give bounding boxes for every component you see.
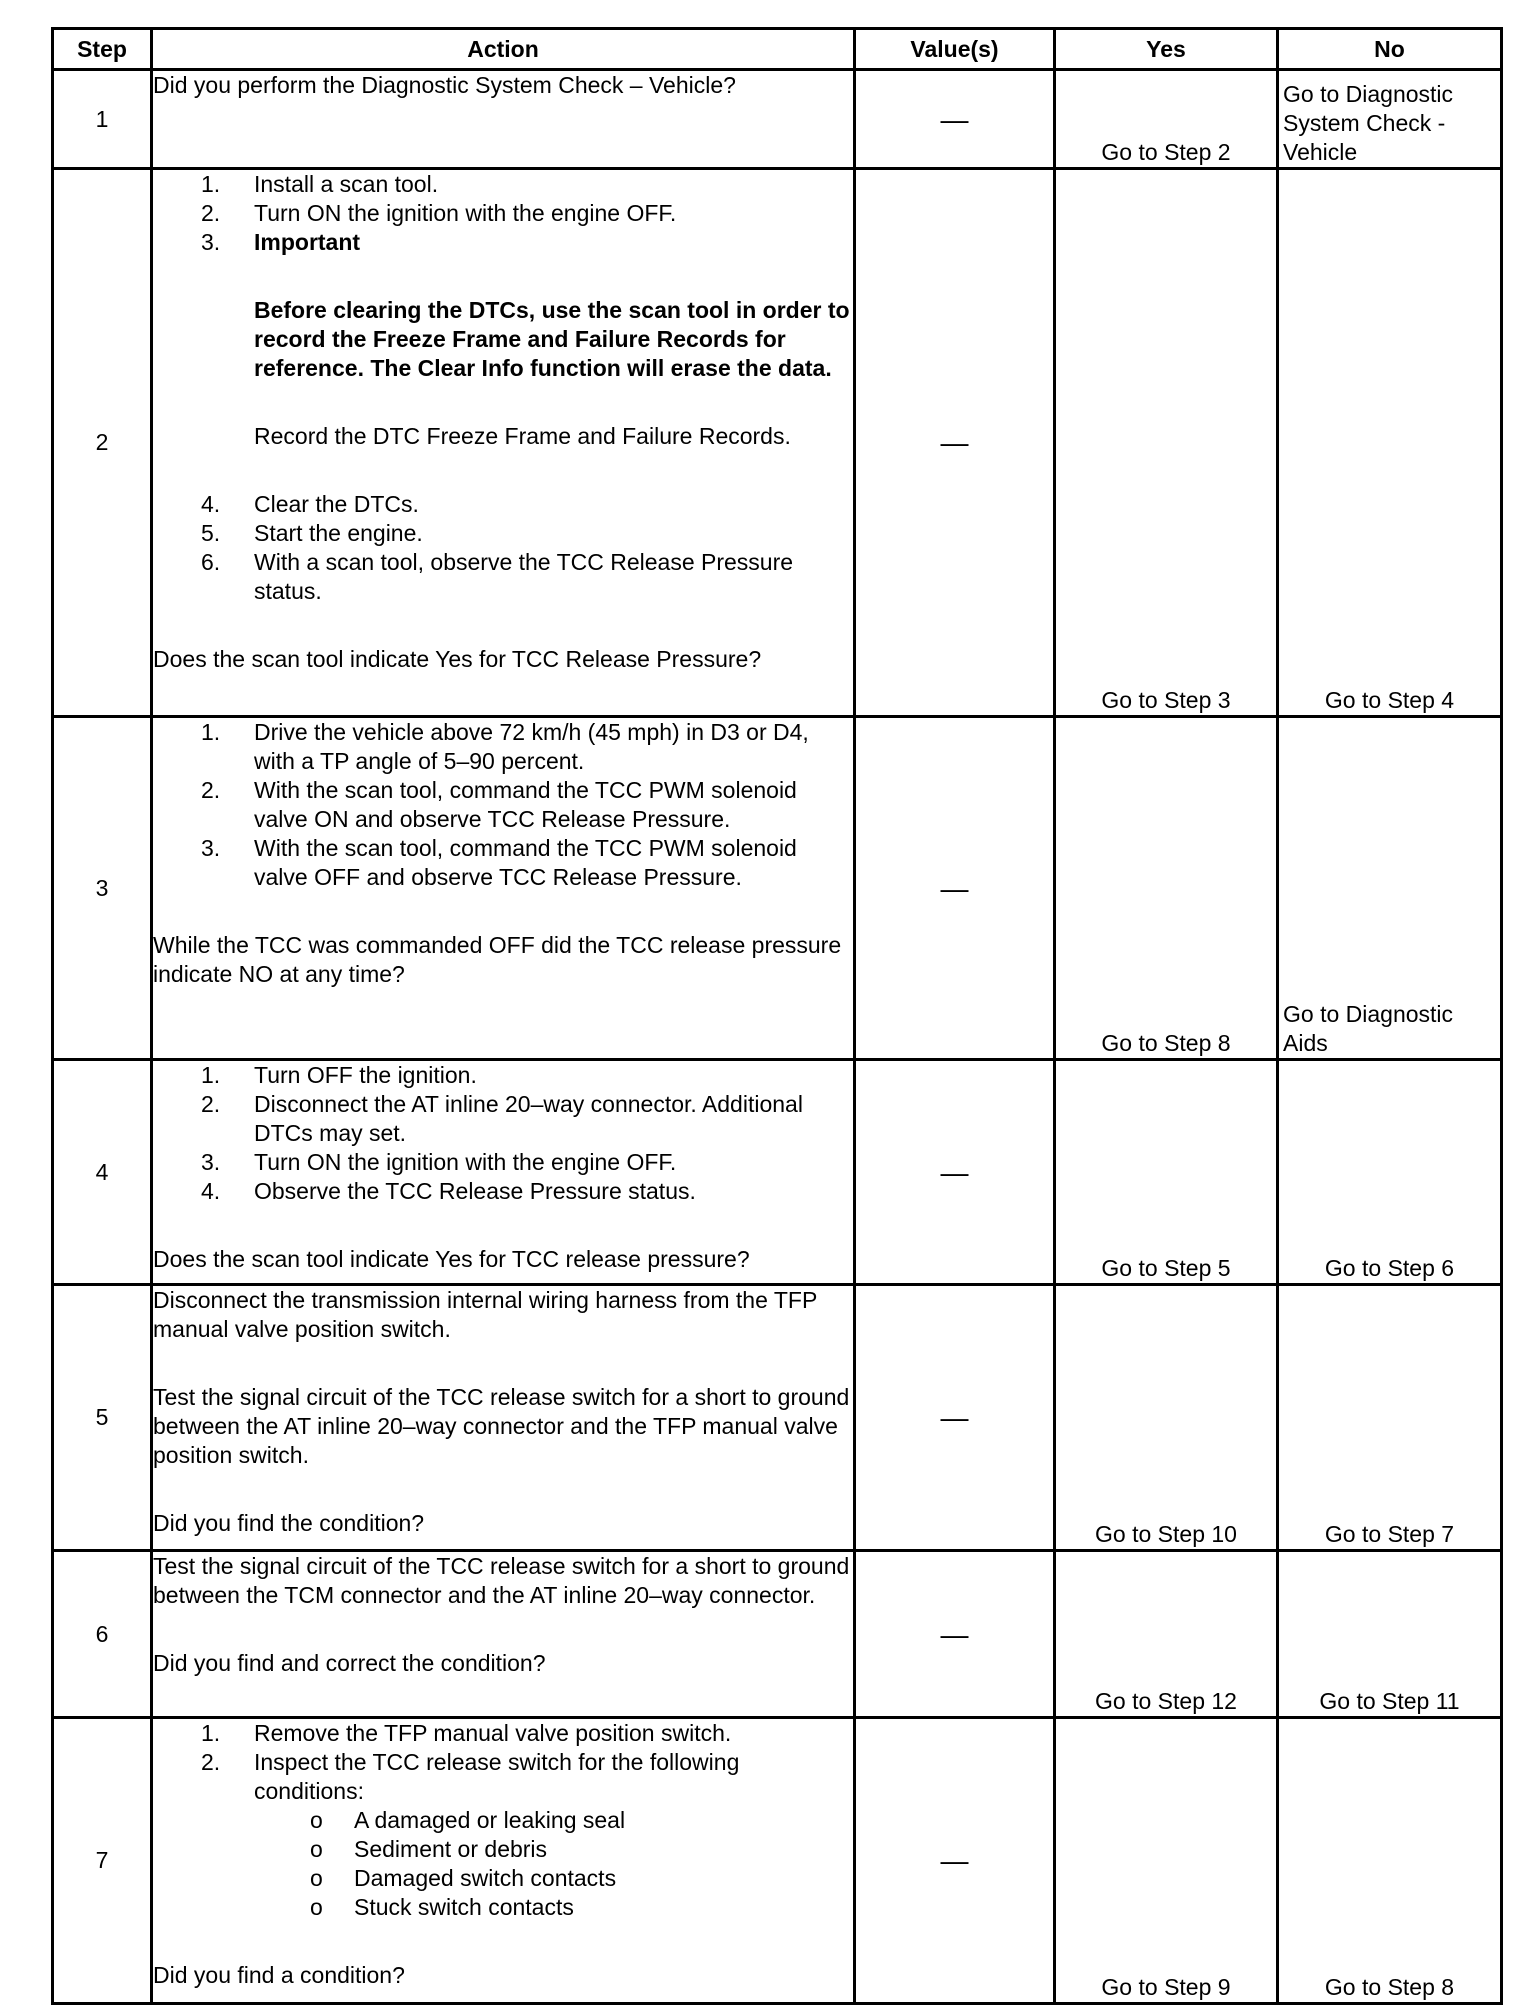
no-cell: Go to Diagnostic System Check - Vehicle — [1278, 70, 1502, 169]
list-item — [153, 1893, 853, 1922]
list-item — [153, 548, 853, 606]
no-cell: Go to Step 6 — [1278, 1060, 1502, 1285]
list-item — [153, 199, 853, 228]
value-cell: — — [855, 1718, 1055, 2004]
item-number: 3. — [201, 1149, 221, 1175]
item-number: 1. — [201, 1062, 221, 1088]
item-text: Turn OFF the ignition. — [254, 1062, 477, 1088]
yes-cell: Go to Step 8 — [1055, 717, 1278, 1060]
item-number: 2. — [201, 777, 221, 803]
step-list — [153, 718, 853, 892]
item-number: 4. — [201, 1178, 221, 1204]
record-text: Record the DTC Freeze Frame and Failure Records. — [254, 423, 791, 449]
table-row — [53, 70, 1502, 169]
question: Did you perform the Diagnostic System Check – Vehicle? — [153, 72, 736, 98]
action-cell — [152, 1060, 855, 1285]
item-text: Start the engine. — [254, 520, 423, 546]
value-cell: — — [855, 169, 1055, 717]
list-item — [153, 1090, 853, 1148]
bullet-icon: o — [310, 1836, 323, 1862]
item-number: 2. — [201, 1749, 221, 1775]
list-item — [153, 776, 853, 834]
item-number: 3. — [201, 229, 221, 255]
step-number: 5 — [53, 1285, 152, 1551]
question: Did you find a condition? — [153, 1962, 405, 1988]
item-number: 2. — [201, 1091, 221, 1117]
header-action: Action — [152, 29, 855, 70]
item-text: Clear the DTCs. — [254, 491, 419, 517]
step-number: 2 — [53, 169, 152, 717]
important-note: Before clearing the DTCs, use the scan tool in order to record the Freeze Frame and Failure Records for reference. The Clear Info function will erase the data. — [254, 297, 850, 381]
condition-list — [153, 1806, 853, 1922]
condition-text: A damaged or leaking seal — [354, 1807, 626, 1833]
item-text: Turn ON the ignition with the engine OFF. — [254, 1149, 677, 1175]
instruction-text: Test the signal circuit of the TCC release switch for a short to ground between the TCM connector and the AT inline 20–way connector. — [153, 1553, 850, 1608]
no-cell: Go to Step 8 — [1278, 1718, 1502, 2004]
list-item — [153, 490, 853, 519]
table-row — [53, 1551, 1502, 1718]
item-text: Install a scan tool. — [254, 171, 439, 197]
bullet-icon: o — [310, 1894, 323, 1920]
item-number: 3. — [201, 835, 221, 861]
yes-cell: Go to Step 10 — [1055, 1285, 1278, 1551]
question: Does the scan tool indicate Yes for TCC Release Pressure? — [153, 646, 762, 672]
item-number: 6. — [201, 549, 221, 575]
bullet-icon: o — [310, 1807, 323, 1833]
action-cell — [152, 169, 855, 717]
list-item — [153, 1864, 853, 1893]
step-list — [153, 1061, 853, 1206]
table-row — [53, 1285, 1502, 1551]
list-item — [153, 1177, 853, 1206]
step-list — [153, 1719, 853, 1806]
step-number: 4 — [53, 1060, 152, 1285]
item-text: Disconnect the AT inline 20–way connector. Additional DTCs may set. — [254, 1091, 803, 1146]
list-item — [153, 718, 853, 776]
item-number: 1. — [201, 719, 221, 745]
no-cell: Go to Step 11 — [1278, 1551, 1502, 1718]
header-step: Step — [53, 29, 152, 70]
list-item — [153, 1806, 853, 1835]
action-cell — [152, 1285, 855, 1551]
item-number: 5. — [201, 520, 221, 546]
item-text: Turn ON the ignition with the engine OFF. — [254, 200, 677, 226]
item-text: Drive the vehicle above 72 km/h (45 mph) in D3 or D4, with a TP angle of 5–90 percent. — [254, 719, 809, 774]
table-row — [53, 1060, 1502, 1285]
table-row — [53, 169, 1502, 717]
important-label: Important — [254, 229, 361, 255]
item-text: With the scan tool, command the TCC PWM solenoid valve ON and observe TCC Release Pressure. — [254, 777, 797, 832]
no-cell: Go to Step 4 — [1278, 169, 1502, 717]
no-cell: Go to Step 7 — [1278, 1285, 1502, 1551]
instruction-text: Test the signal circuit of the TCC release switch for a short to ground between the AT inline 20–way connector and the TFP manual valve position switch. — [153, 1384, 850, 1468]
question: Did you find and correct the condition? — [153, 1650, 546, 1676]
item-text: With a scan tool, observe the TCC Release Pressure status. — [254, 549, 794, 604]
list-item — [153, 1719, 853, 1748]
question: While the TCC was commanded OFF did the TCC release pressure indicate NO at any time? — [153, 932, 842, 987]
item-number: 4. — [201, 491, 221, 517]
step-list — [153, 170, 853, 257]
yes-cell: Go to Step 2 — [1055, 70, 1278, 169]
list-item — [153, 519, 853, 548]
action-cell — [152, 1718, 855, 2004]
list-item — [153, 1148, 853, 1177]
step-list — [153, 490, 853, 606]
header-values: Value(s) — [855, 29, 1055, 70]
action-cell — [152, 70, 855, 169]
table-row — [53, 717, 1502, 1060]
item-number: 1. — [201, 171, 221, 197]
header-row — [53, 29, 1502, 70]
question: Did you find the condition? — [153, 1510, 425, 1536]
condition-text: Damaged switch contacts — [354, 1865, 617, 1891]
instruction-text: Disconnect the transmission internal wiring harness from the TFP manual valve position switch. — [153, 1287, 817, 1342]
yes-cell: Go to Step 9 — [1055, 1718, 1278, 2004]
yes-cell: Go to Step 12 — [1055, 1551, 1278, 1718]
yes-cell: Go to Step 3 — [1055, 169, 1278, 717]
item-number: 1. — [201, 1720, 221, 1746]
item-text: Remove the TFP manual valve position switch. — [254, 1720, 732, 1746]
value-cell: — — [855, 1285, 1055, 1551]
list-item — [153, 228, 853, 257]
no-cell: Go to Diagnostic Aids — [1278, 717, 1502, 1060]
question: Does the scan tool indicate Yes for TCC release pressure? — [153, 1246, 750, 1272]
value-cell: — — [855, 1060, 1055, 1285]
list-item — [153, 170, 853, 199]
step-number: 7 — [53, 1718, 152, 2004]
diagnostic-table — [51, 27, 1503, 2005]
step-number: 1 — [53, 70, 152, 169]
item-text: Observe the TCC Release Pressure status. — [254, 1178, 696, 1204]
list-item — [153, 1061, 853, 1090]
action-cell — [152, 717, 855, 1060]
item-text: Inspect the TCC release switch for the following conditions: — [254, 1749, 740, 1804]
list-item — [153, 1835, 853, 1864]
list-item — [153, 834, 853, 892]
bullet-icon: o — [310, 1865, 323, 1891]
condition-text: Stuck switch contacts — [354, 1894, 574, 1920]
item-number: 2. — [201, 200, 221, 226]
header-yes: Yes — [1055, 29, 1278, 70]
yes-cell: Go to Step 5 — [1055, 1060, 1278, 1285]
value-cell: — — [855, 70, 1055, 169]
header-no: No — [1278, 29, 1502, 70]
value-cell: — — [855, 1551, 1055, 1718]
table-row — [53, 1718, 1502, 2004]
action-cell — [152, 1551, 855, 1718]
item-text: With the scan tool, command the TCC PWM solenoid valve OFF and observe TCC Release Pressure. — [254, 835, 797, 890]
list-item — [153, 1748, 853, 1806]
condition-text: Sediment or debris — [354, 1836, 548, 1862]
step-number: 6 — [53, 1551, 152, 1718]
value-cell: — — [855, 717, 1055, 1060]
step-number: 3 — [53, 717, 152, 1060]
